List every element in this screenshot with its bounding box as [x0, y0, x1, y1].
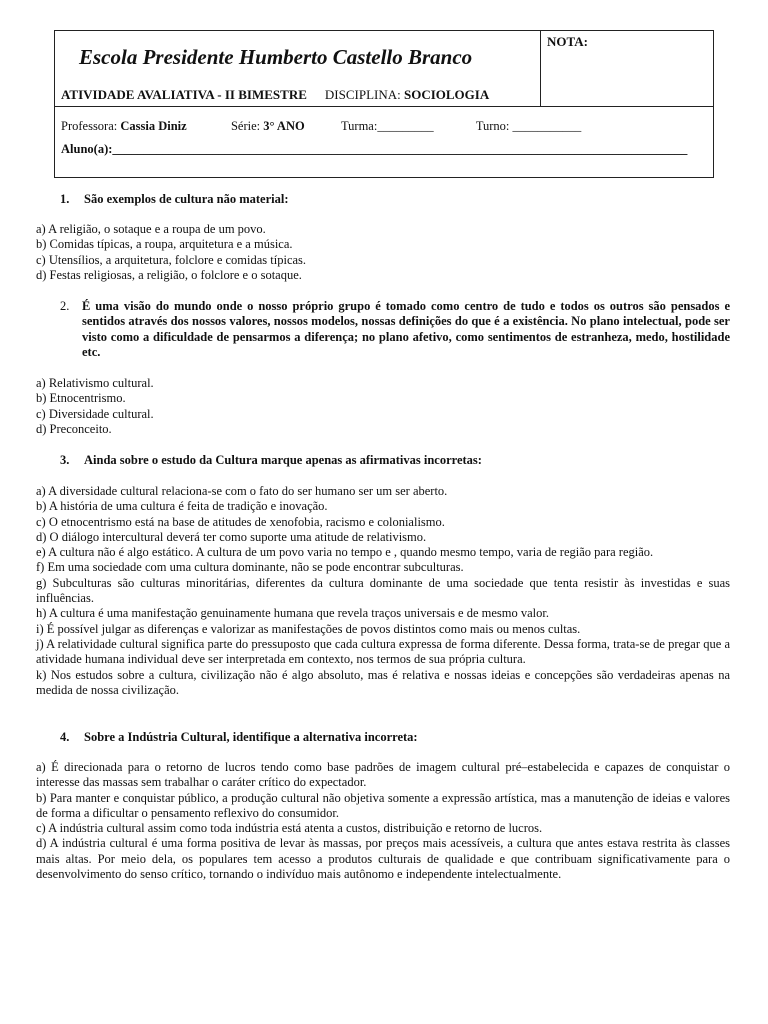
question-3-text: Ainda sobre o estudo da Cultura marque apenas as afirmativas incorretas:: [84, 453, 482, 467]
class-field[interactable]: Turma:_________: [340, 119, 434, 133]
question-1-title: [60, 192, 289, 207]
option-item[interactable]: d) Preconceito.: [36, 421, 112, 436]
option-item[interactable]: d) A indústria cultural é uma forma positiva de levar às massas, por preços mais acessíveis, a cultura que antes estava restrita às classes mais altas. Por meio dela, os populares tem acesso a produtos culturais de qualidade e que contribuam significativamente para o desenvolvimento do senso crítico, tornando o indivíduo mais autônomo e independente intelectualmente.: [36, 836, 730, 882]
question-3-title: [60, 453, 482, 468]
header-box: [54, 30, 714, 178]
option-item[interactable]: c) Utensílios, a arquitetura, folclore e comidas típicas.: [36, 252, 307, 267]
option-item[interactable]: f) Em uma sociedade com uma cultura dominante, não se pode encontrar subculturas.: [36, 560, 464, 575]
option-item[interactable]: a) A diversidade cultural relaciona-se com o fato do ser humano ser um ser aberto.: [36, 484, 448, 498]
teacher-info-line: [61, 119, 581, 134]
option-item[interactable]: c) O etnocentrismo está na base de atitudes de xenofobia, racismo e colonialismo.: [36, 514, 445, 529]
question-3-options: [36, 484, 730, 698]
discipline-value: SOCIOLOGIA: [403, 87, 490, 102]
discipline-label: DISCIPLINA:: [324, 87, 401, 102]
option-item[interactable]: k) Nos estudos sobre a cultura, civilização não é algo absoluto, mas é relativa e nossas ideias e concepções são verdadeiras apenas na medida de nossa civilização.: [36, 667, 730, 697]
option-item[interactable]: a) Relativismo cultural.: [36, 376, 154, 390]
question-4-options: [36, 760, 730, 882]
serie-label: Série:: [230, 119, 261, 133]
option-item[interactable]: g) Subculturas são culturas minoritárias, diferentes da cultura dominante de uma sociedade que tenta resistir às investidas e suas influências.: [36, 575, 730, 606]
option-item[interactable]: c) A indústria cultural assim como toda indústria está atenta a custos, distribuição e retorno de lucros.: [36, 821, 543, 836]
question-2-options: [36, 376, 154, 437]
option-item[interactable]: a) A religião, o sotaque e a roupa de um povo.: [36, 222, 266, 236]
option-item[interactable]: i) É possível julgar as diferenças e valorizar as manifestações de povos distintos como mais ou menos cultas.: [36, 621, 581, 636]
activity-line: [61, 87, 489, 103]
shift-field[interactable]: Turno: ___________: [475, 119, 582, 133]
question-1-number: 1.: [60, 192, 70, 206]
option-item[interactable]: b) A história de uma cultura é feita de tradição e inovação.: [36, 499, 328, 514]
header-title-cell: [55, 31, 541, 107]
question-1-options: [36, 222, 306, 283]
question-2-text: É uma visão do mundo onde o nosso próprio grupo é tomado como centro de tudo e todos os outros são pensados e sentidos através dos nossos valores, nossos modelos, nossas definições do que é a existência. No plano intelectual, pode ser visto como a dificuldade de pensarmos a diferença; no plano afetivo, como sentimentos de estranheza, medo, hostilidade etc.: [82, 299, 730, 359]
activity-title: ATIVIDADE AVALIATIVA - II BIMESTRE: [61, 87, 307, 102]
option-item[interactable]: c) Diversidade cultural.: [36, 406, 154, 421]
student-name-field[interactable]: Aluno(a):____________________________________________________________________________________________: [61, 142, 688, 156]
option-item[interactable]: b) Comidas típicas, a roupa, arquitetura e a música.: [36, 237, 293, 252]
option-item[interactable]: j) A relatividade cultural significa parte do pressuposto que cada cultura expressa de forma diferente. Dessa forma, trata-se de pregar que a atividade humana individual deve ser interpretada em contexto, nos termos de sua própria cultura.: [36, 636, 730, 667]
question-4-title: [60, 730, 418, 745]
professor-name: Cassia Diniz: [120, 119, 187, 133]
professor-label: Professora:: [61, 119, 118, 133]
grade-cell[interactable]: [541, 31, 713, 107]
option-item[interactable]: d) Festas religiosas, a religião, o folclore e o sotaque.: [36, 267, 302, 282]
option-item[interactable]: h) A cultura é uma manifestação genuinamente humana que revela traços universais e de mesmo valor.: [36, 606, 550, 621]
question-2-number: 2.: [60, 299, 70, 313]
question-3-number: 3.: [60, 453, 70, 467]
option-item[interactable]: a) É direcionada para o retorno de lucros tendo como base padrões de imagem cultural pré–estabelecida e capazes de conquistar o interesse das massas sem trabalhar o caráter crítico do expectador.: [36, 760, 730, 790]
question-4-number: 4.: [60, 730, 70, 744]
question-4-text: Sobre a Indústria Cultural, identifique a alternativa incorreta:: [84, 730, 418, 744]
question-1-text: São exemplos de cultura não material:: [84, 192, 289, 206]
option-item[interactable]: e) A cultura não é algo estático. A cultura de um povo varia no tempo e , quando mesmo tempo, varia de região para região.: [36, 545, 654, 560]
option-item[interactable]: b) Para manter e conquistar público, a produção cultural não objetiva somente a expressão artística, mas a manutenção de ideias e valores de forma a dificultar o pensamento reflexivo do consumidor.: [36, 790, 730, 820]
serie-value: 3° ANO: [263, 119, 305, 133]
grade-label: NOTA:: [547, 34, 588, 49]
option-item[interactable]: b) Etnocentrismo.: [36, 391, 126, 406]
option-item[interactable]: d) O diálogo intercultural deverá ter como suporte uma atitude de relativismo.: [36, 529, 427, 544]
school-name: Escola Presidente Humberto Castello Branco: [79, 45, 473, 69]
